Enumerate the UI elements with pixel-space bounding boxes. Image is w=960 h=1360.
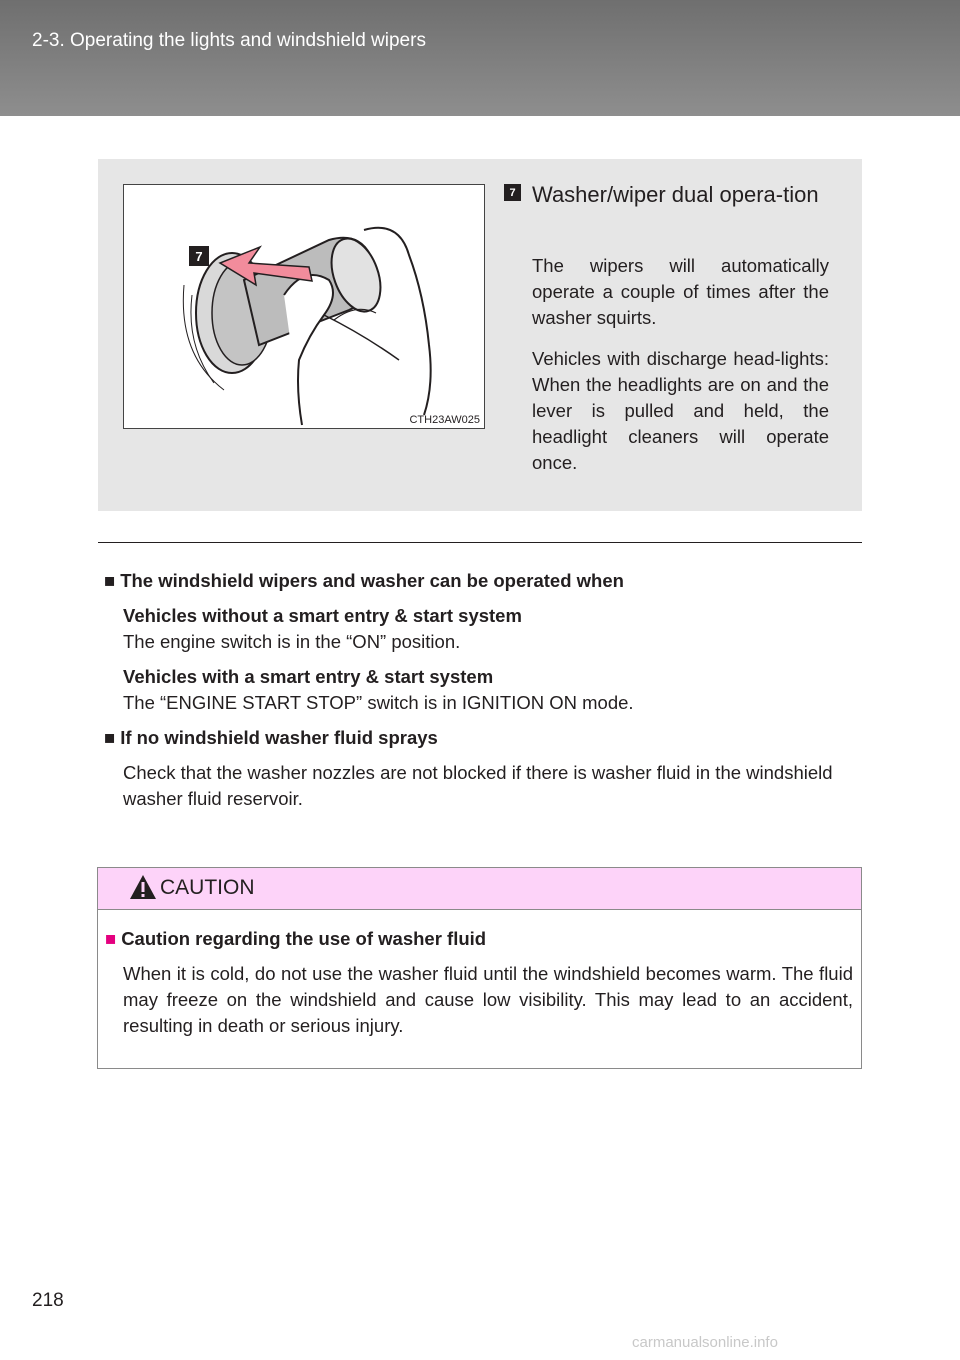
caution-body: [105, 926, 853, 1039]
step-description: The wipers will automatically operate a couple of times after the washer squirts.: [532, 255, 829, 328]
note-heading: [104, 725, 860, 751]
square-bullet-icon: ■: [104, 570, 116, 591]
note-heading: [104, 568, 860, 594]
callout-marker: 7: [189, 246, 209, 266]
caution-box: [97, 867, 862, 1069]
caution-heading: [105, 926, 853, 952]
page-number: 218: [32, 1290, 64, 1311]
hand-lever-drawing: [124, 185, 485, 429]
caution-header: [98, 868, 861, 910]
note-heading-text: The windshield wipers and washer can be operated when: [120, 570, 624, 591]
step-title: Washer/wiper dual opera-tion: [532, 182, 819, 207]
note-heading-text: If no windshield washer fluid sprays: [120, 727, 438, 748]
square-bullet-icon: ■: [105, 928, 117, 949]
note-text: The “ENGINE START STOP” switch is in IGNITION ON mode.: [123, 692, 634, 713]
step-description: Vehicles with discharge head-lights: When the headlights are on and the lever is pulled and held, the headlight cleaners will operate once.: [532, 348, 829, 473]
square-bullet-icon: ■: [104, 727, 116, 748]
step-marker: 7: [504, 184, 521, 201]
note-text: The engine switch is in the “ON” position.: [123, 631, 461, 652]
note-subheading: Vehicles with a smart entry & start system: [123, 666, 494, 687]
note-subheading: Vehicles without a smart entry & start system: [123, 605, 522, 626]
page-header: [0, 0, 960, 116]
caution-heading-text: Caution regarding the use of washer fluid: [121, 928, 487, 949]
caution-title: CAUTION: [160, 876, 255, 899]
note-text: Check that the washer nozzles are not blocked if there is washer fluid in the windshield washer fluid reservoir.: [123, 762, 833, 809]
caution-text: When it is cold, do not use the washer fluid until the windshield becomes warm. The fluid may freeze on the windshield and cause low visibility. This may lead to an accident, resulting in death or serious injury.: [123, 963, 853, 1036]
wiper-lever-illustration: [123, 184, 485, 429]
section-title: 2-3. Operating the lights and windshield wipers: [32, 30, 426, 51]
warning-icon: [129, 874, 157, 900]
watermark: carmanualsonline.info: [632, 1334, 778, 1351]
notes-section: [104, 568, 860, 812]
figure-panel: [98, 159, 862, 511]
section-divider: [98, 542, 862, 543]
figure-code: CTH23AW025: [409, 414, 480, 426]
